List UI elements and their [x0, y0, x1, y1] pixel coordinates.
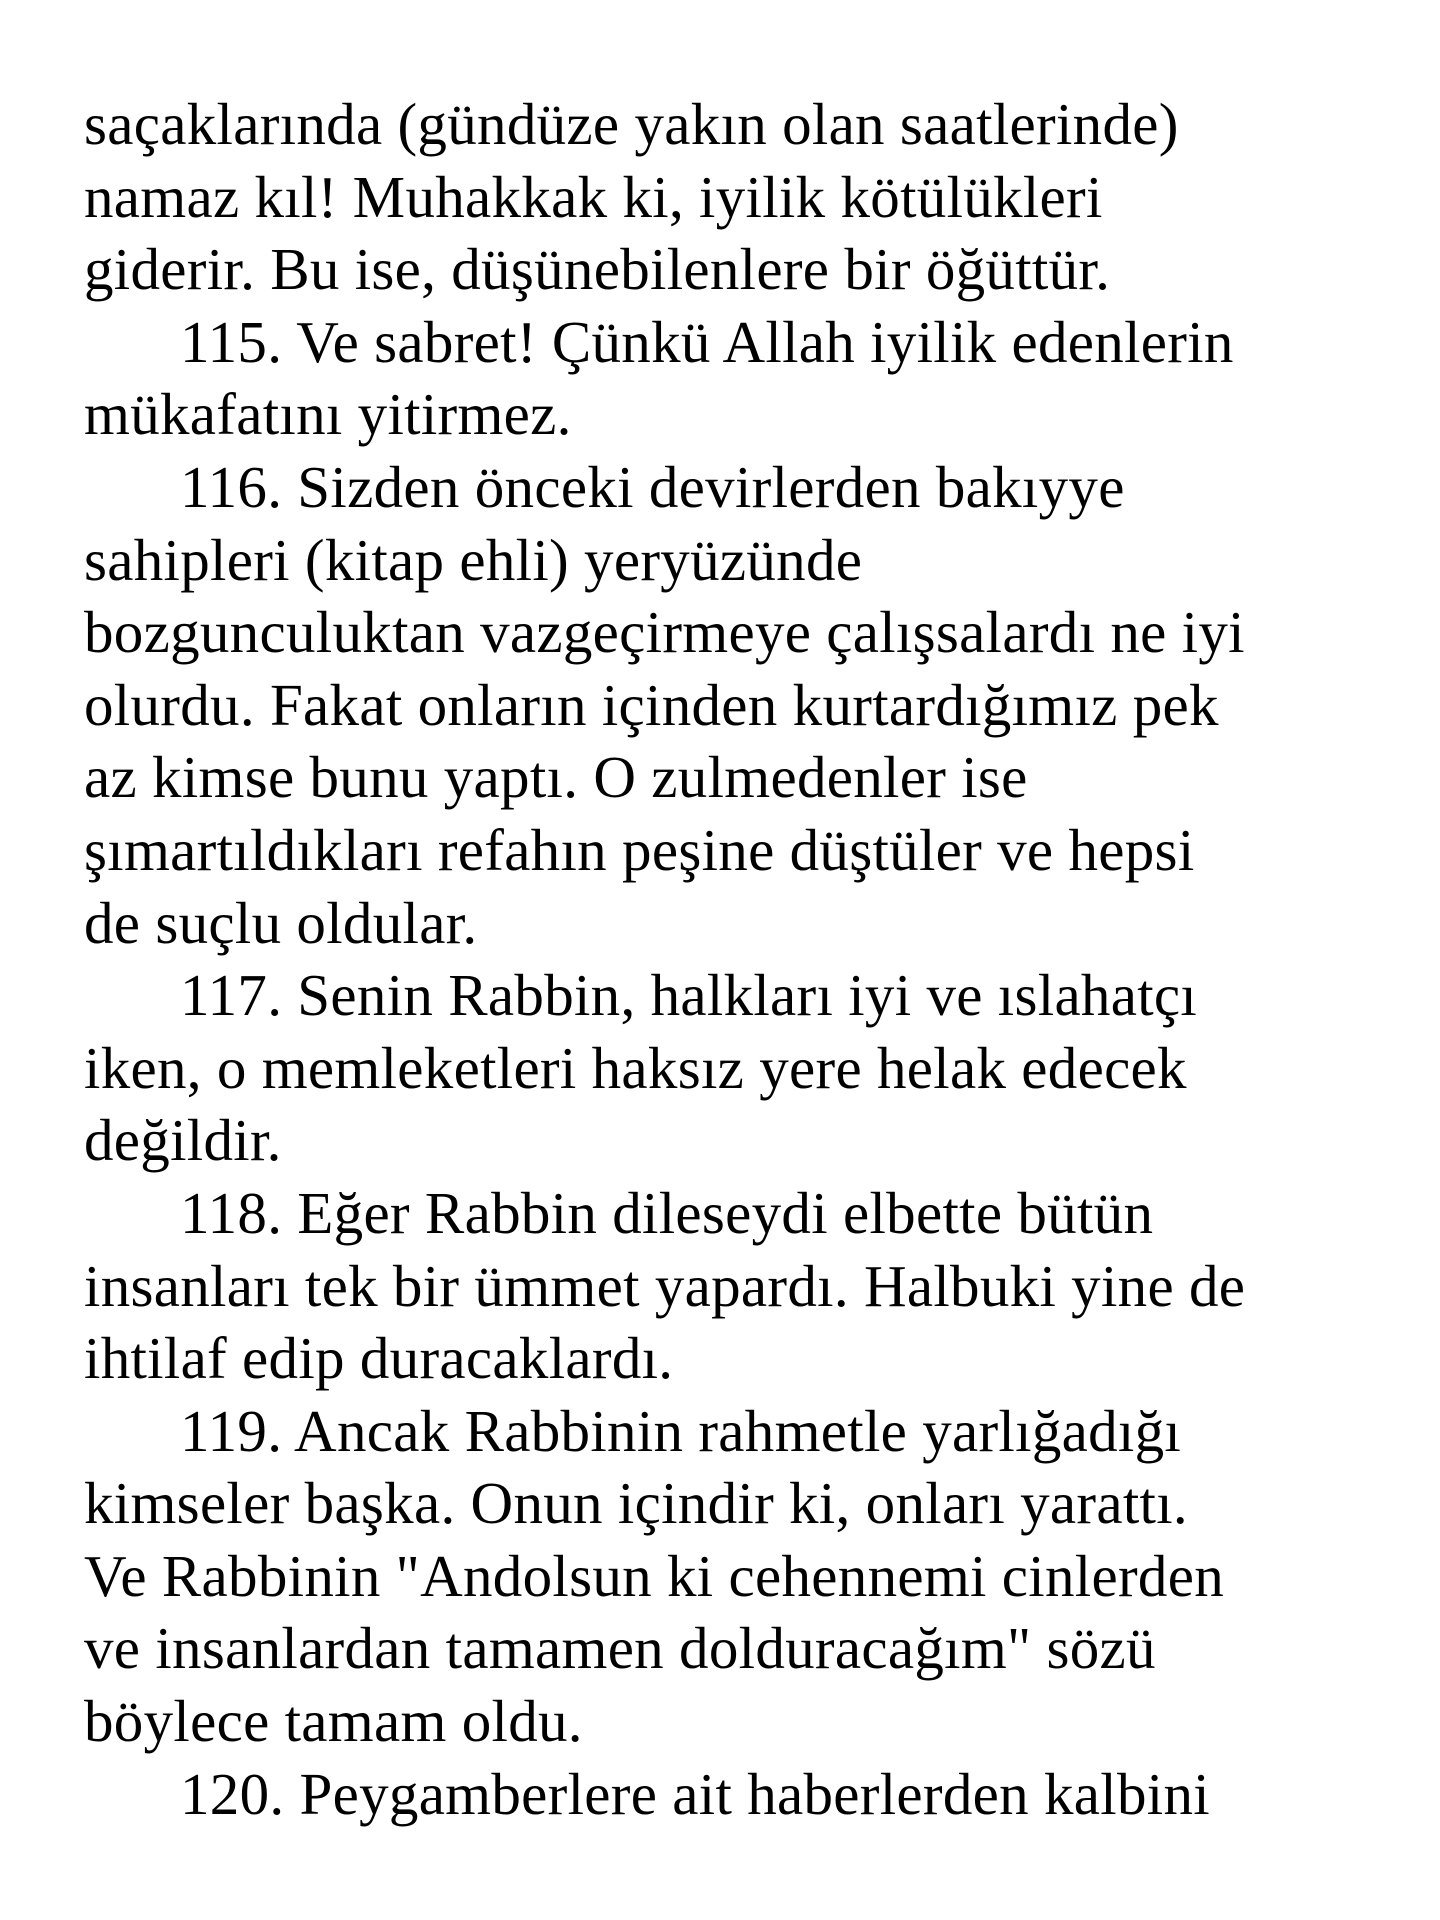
text-line: ve insanlardan tamamen dolduracağım" sözü [84, 1615, 1156, 1682]
verse-line: 118. Eğer Rabbin dileseydi elbette bütün [180, 1179, 1154, 1246]
text-line: ihtilaf edip duracaklardı. [84, 1325, 674, 1392]
text-line: de suçlu oldular. [84, 889, 478, 956]
verse-line: 117. Senin Rabbin, halkları iyi ve ıslahatçı [180, 962, 1198, 1029]
text-line: böylece tamam oldu. [84, 1688, 583, 1755]
text-line: şımartıldıkları refahın peşine düştüler ve hepsi [84, 816, 1195, 883]
text-line: insanları tek bir ümmet yapardı. Halbuki yine de [84, 1252, 1246, 1319]
text-line: saçaklarında (gündüze yakın olan saatlerinde) [84, 91, 1179, 157]
text-line: Ve Rabbinin "Andolsun ki cehennemi cinlerden [84, 1542, 1224, 1609]
text-line: olurdu. Fakat onların içinden kurtardığımız pek [84, 671, 1219, 738]
text-line: değildir. [84, 1107, 282, 1174]
text-line: giderir. Bu ise, düşünebilenlere bir öğüttür. [84, 236, 1111, 303]
body-text [84, 88, 1404, 1830]
verse-line: 115. Ve sabret! Çünkü Allah iyilik edenlerin [180, 308, 1234, 375]
verse-line: 116. Sizden önceki devirlerden bakıyye [180, 453, 1125, 520]
verse-line: 119. Ancak Rabbinin rahmetle yarlığadığı [180, 1397, 1182, 1464]
text-line: bozgunculuktan vazgeçirmeye çalışsalardı ne iyi [84, 599, 1245, 666]
text-line: mükafatını yitirmez. [84, 381, 572, 448]
text-line: sahipleri (kitap ehli) yeryüzünde [84, 526, 863, 593]
text-line: namaz kıl! Muhakkak ki, iyilik kötülükleri [84, 163, 1103, 230]
text-line: az kimse bunu yaptı. O zulmedenler ise [84, 744, 1028, 811]
text-line: kimseler başka. Onun içindir ki, onları yarattı. [84, 1470, 1188, 1537]
text-line: iken, o memleketleri haksız yere helak edecek [84, 1034, 1187, 1101]
verse-line: 120. Peygamberlere ait haberlerden kalbini [180, 1760, 1210, 1827]
